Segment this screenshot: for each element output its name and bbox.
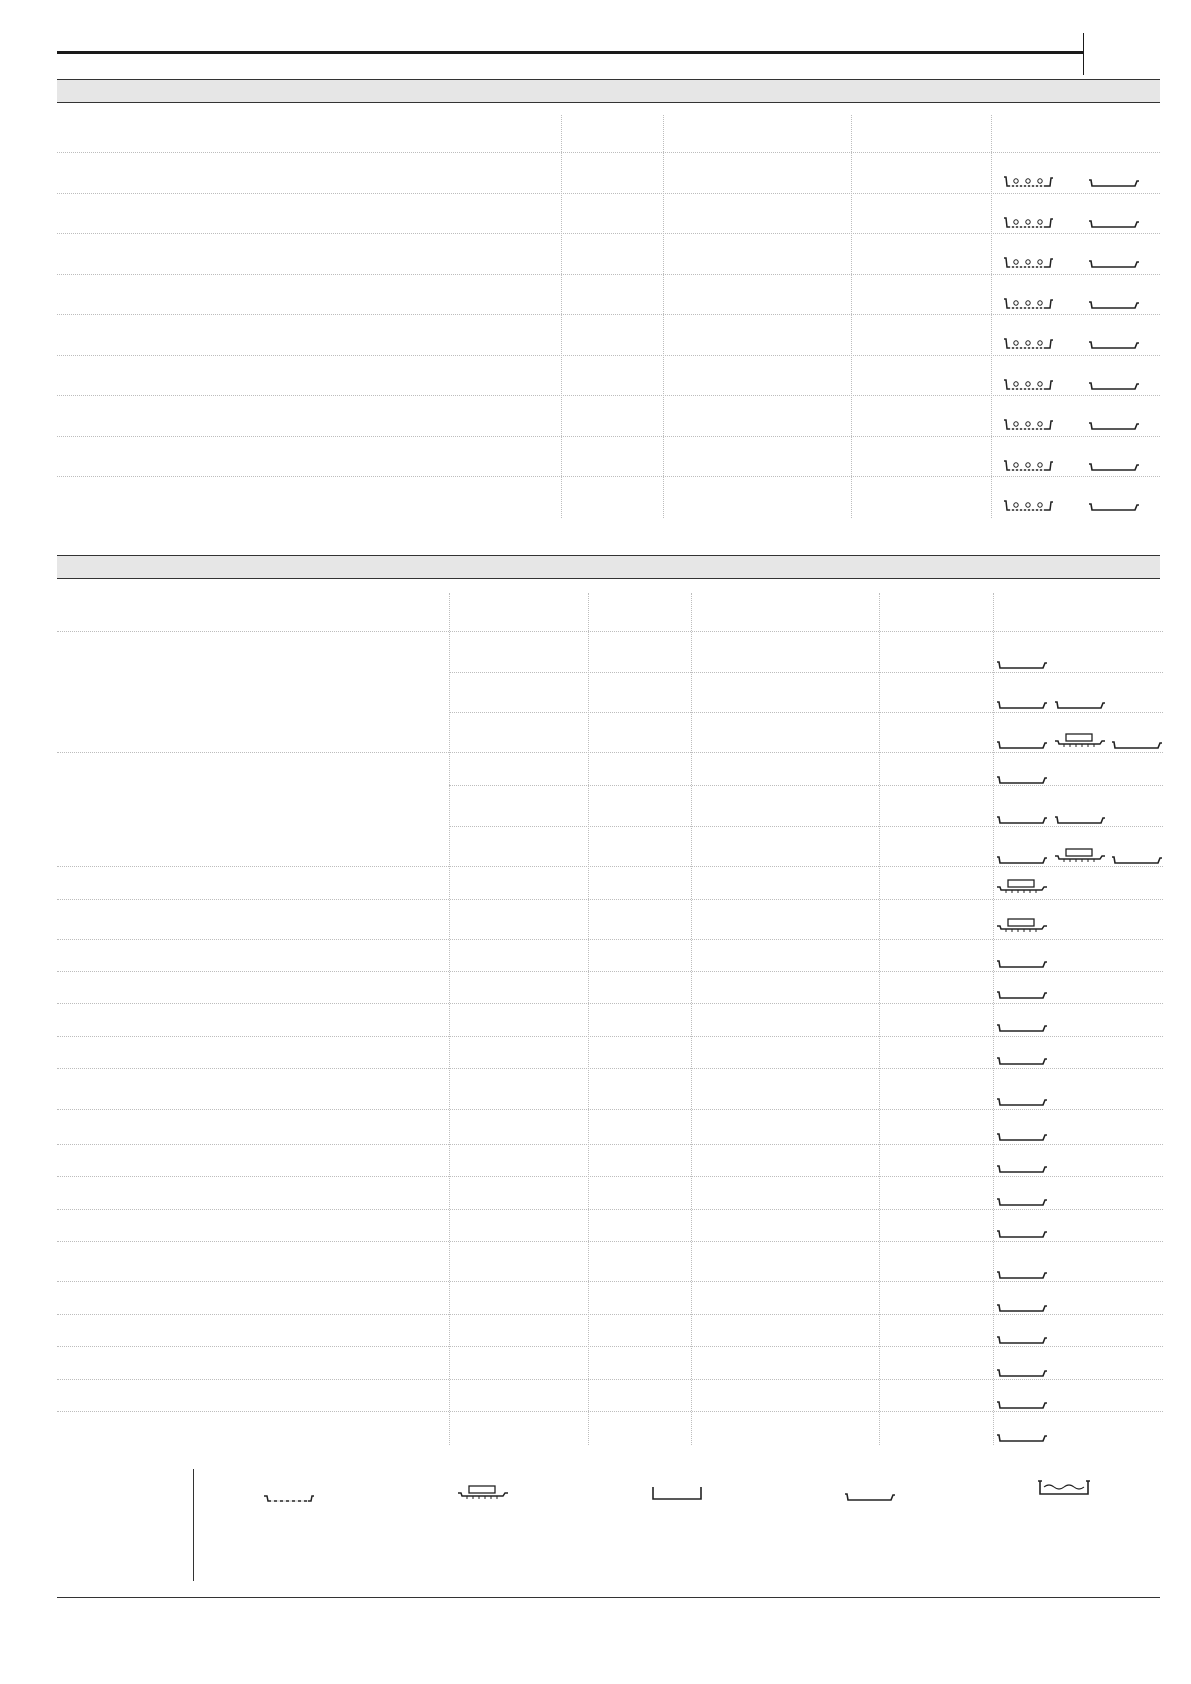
baking-tray-icon (996, 1398, 1048, 1416)
row-divider (57, 436, 1160, 437)
header-rule (57, 51, 1084, 54)
row-divider (449, 785, 1163, 786)
column-divider (561, 115, 562, 518)
grill-rack-icon (1002, 459, 1054, 478)
baking-tray-icon (996, 1268, 1048, 1286)
baking-tray-icon (996, 1130, 1048, 1148)
baking-tray-icon (1088, 257, 1140, 275)
baking-tray-icon (1088, 298, 1140, 316)
baking-tray-icon (996, 957, 1048, 975)
grill-rack-icon (1002, 378, 1054, 397)
wire-shelf-icon (996, 878, 1048, 899)
baking-tray-icon (996, 1227, 1048, 1245)
column-divider (449, 593, 450, 1445)
baking-tray-icon (1088, 460, 1140, 478)
baking-tray-icon (996, 1162, 1048, 1180)
row-divider (57, 152, 1160, 153)
baking-tray-icon (1088, 379, 1140, 397)
baking-tray-icon (996, 773, 1048, 791)
grill-rack-icon (1002, 175, 1054, 194)
row-divider (57, 899, 1163, 900)
baking-tray-icon (996, 1301, 1048, 1319)
baking-tray-icon (996, 813, 1048, 831)
water-tray-icon (1038, 1477, 1090, 1502)
grill-rack-icon (1002, 337, 1054, 356)
baking-tray-icon (996, 853, 1048, 871)
row-divider (57, 274, 1160, 275)
column-divider (588, 593, 589, 1445)
section2-header-band (57, 555, 1160, 579)
row-divider (57, 939, 1163, 940)
baking-tray-icon (996, 698, 1048, 716)
grill-rack-icon (1002, 216, 1054, 235)
baking-tray-icon (996, 1366, 1048, 1384)
baking-tray-icon (1111, 853, 1163, 871)
baking-tray-icon (1088, 419, 1140, 437)
baking-tray-icon (996, 658, 1048, 676)
baking-tray-icon (996, 988, 1048, 1006)
baking-tray-icon (1088, 500, 1140, 518)
baking-tray-icon (1088, 338, 1140, 356)
footer-rule (57, 1597, 1160, 1598)
wire-shelf-icon (1054, 732, 1106, 753)
grill-rack-icon (1002, 256, 1054, 275)
row-divider (449, 672, 1163, 673)
baking-tray-icon (1054, 698, 1106, 716)
baking-tray-icon (996, 1054, 1048, 1072)
baking-tray-icon (996, 1431, 1048, 1449)
legend-grill-icon (263, 1490, 315, 1508)
row-divider (57, 395, 1160, 396)
baking-tray-icon (1088, 217, 1140, 235)
baking-tray-icon (844, 1490, 896, 1508)
column-divider (879, 593, 880, 1445)
column-divider (991, 115, 992, 518)
baking-tray-icon (996, 1095, 1048, 1113)
column-divider (993, 593, 994, 1445)
row-divider (57, 314, 1160, 315)
column-divider (691, 593, 692, 1445)
wire-shelf-icon (996, 917, 1048, 938)
row-divider (57, 476, 1160, 477)
grill-rack-icon (1002, 418, 1054, 437)
header-marker (1083, 33, 1084, 75)
legend-divider (193, 1469, 194, 1581)
baking-tray-icon (996, 1333, 1048, 1351)
column-divider (663, 115, 664, 518)
row-divider (57, 631, 1163, 632)
deep-pan-icon (651, 1485, 703, 1506)
baking-tray-icon (1088, 176, 1140, 194)
baking-tray-icon (996, 1195, 1048, 1213)
wire-shelf-icon (1054, 847, 1106, 868)
wire-shelf-icon (457, 1484, 509, 1505)
column-divider (851, 115, 852, 518)
baking-tray-icon (996, 738, 1048, 756)
row-divider (57, 355, 1160, 356)
row-divider (57, 193, 1160, 194)
baking-tray-icon (996, 1021, 1048, 1039)
row-divider (57, 233, 1160, 234)
section1-header-band (57, 79, 1160, 103)
grill-rack-icon (1002, 297, 1054, 316)
baking-tray-icon (1054, 813, 1106, 831)
grill-rack-icon (1002, 499, 1054, 518)
baking-tray-icon (1111, 738, 1163, 756)
